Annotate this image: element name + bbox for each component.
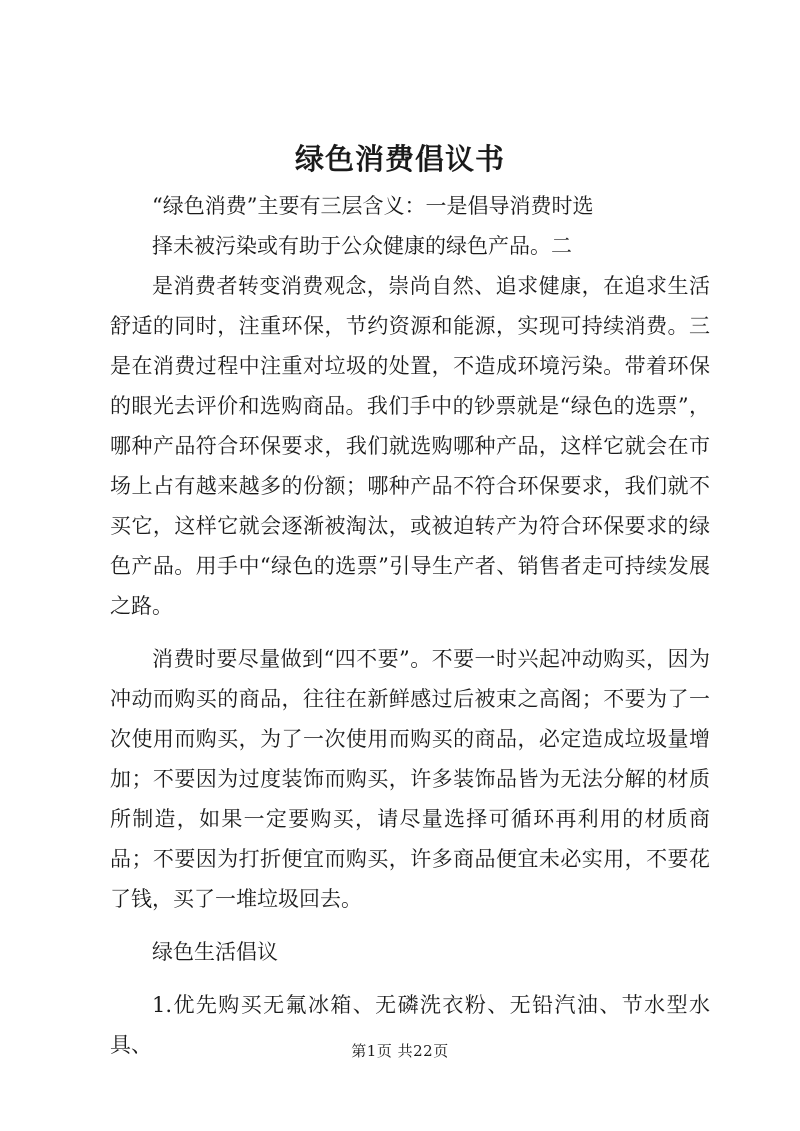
page-indicator: 第1页 共22页 <box>351 1042 449 1060</box>
section-heading: 绿色生活倡议 <box>152 940 278 964</box>
document-title: 绿色消费倡议书 <box>294 142 505 176</box>
intro-line-2: 择未被污染或有助于公众健康的绿色产品。二 <box>152 234 572 258</box>
paragraph-1: 是消费者转变消费观念，崇尚自然、追求健康，在追求生活舒适的同时，注重环保，节约资源和能源，实现可持续消费。三是在消费过程中注重对垃圾的处置，不造成环境污染。带着环保的眼光去评价和选购商品。我们手中的钞票就是“绿色的选票”，哪种产品符合环保要求，我们就选购哪种产品，这样它就会在市场上占有越来越多的份额；哪种产品不符合环保要求，我们就不买它，这样它就会逐渐被淘汰，或被迫转产为符合环保要求的绿色产品。用手中“绿色的选票”引导生产者、销售者走可持续发展之路。 <box>110 274 710 618</box>
intro-line-1: “绿色消费”主要有三层含义：一是倡导消费时选 <box>152 194 594 218</box>
document-body <box>110 186 710 1065</box>
list-item-1: 1.优先购买无氟冰箱、无磷洗衣粉、无铅汽油、节水型水具、 <box>110 993 710 1057</box>
paragraph-2: 消费时要尽量做到“四不要”。不要一时兴起冲动购买，因为冲动而购买的商品，往往在新鲜感过后被束之高阁；不要为了一次使用而购买，为了一次使用而购买的商品，必定造成垃圾量增加；不要因为过度装饰而购买，许多装饰品皆为无法分解的材质所制造，如果一定要购买，请尽量选择可循环再利用的材质商品；不要因为打折便宜而购买，许多商品便宜未必实用，不要花了钱，买了一堆垃圾回去。 <box>110 647 710 911</box>
